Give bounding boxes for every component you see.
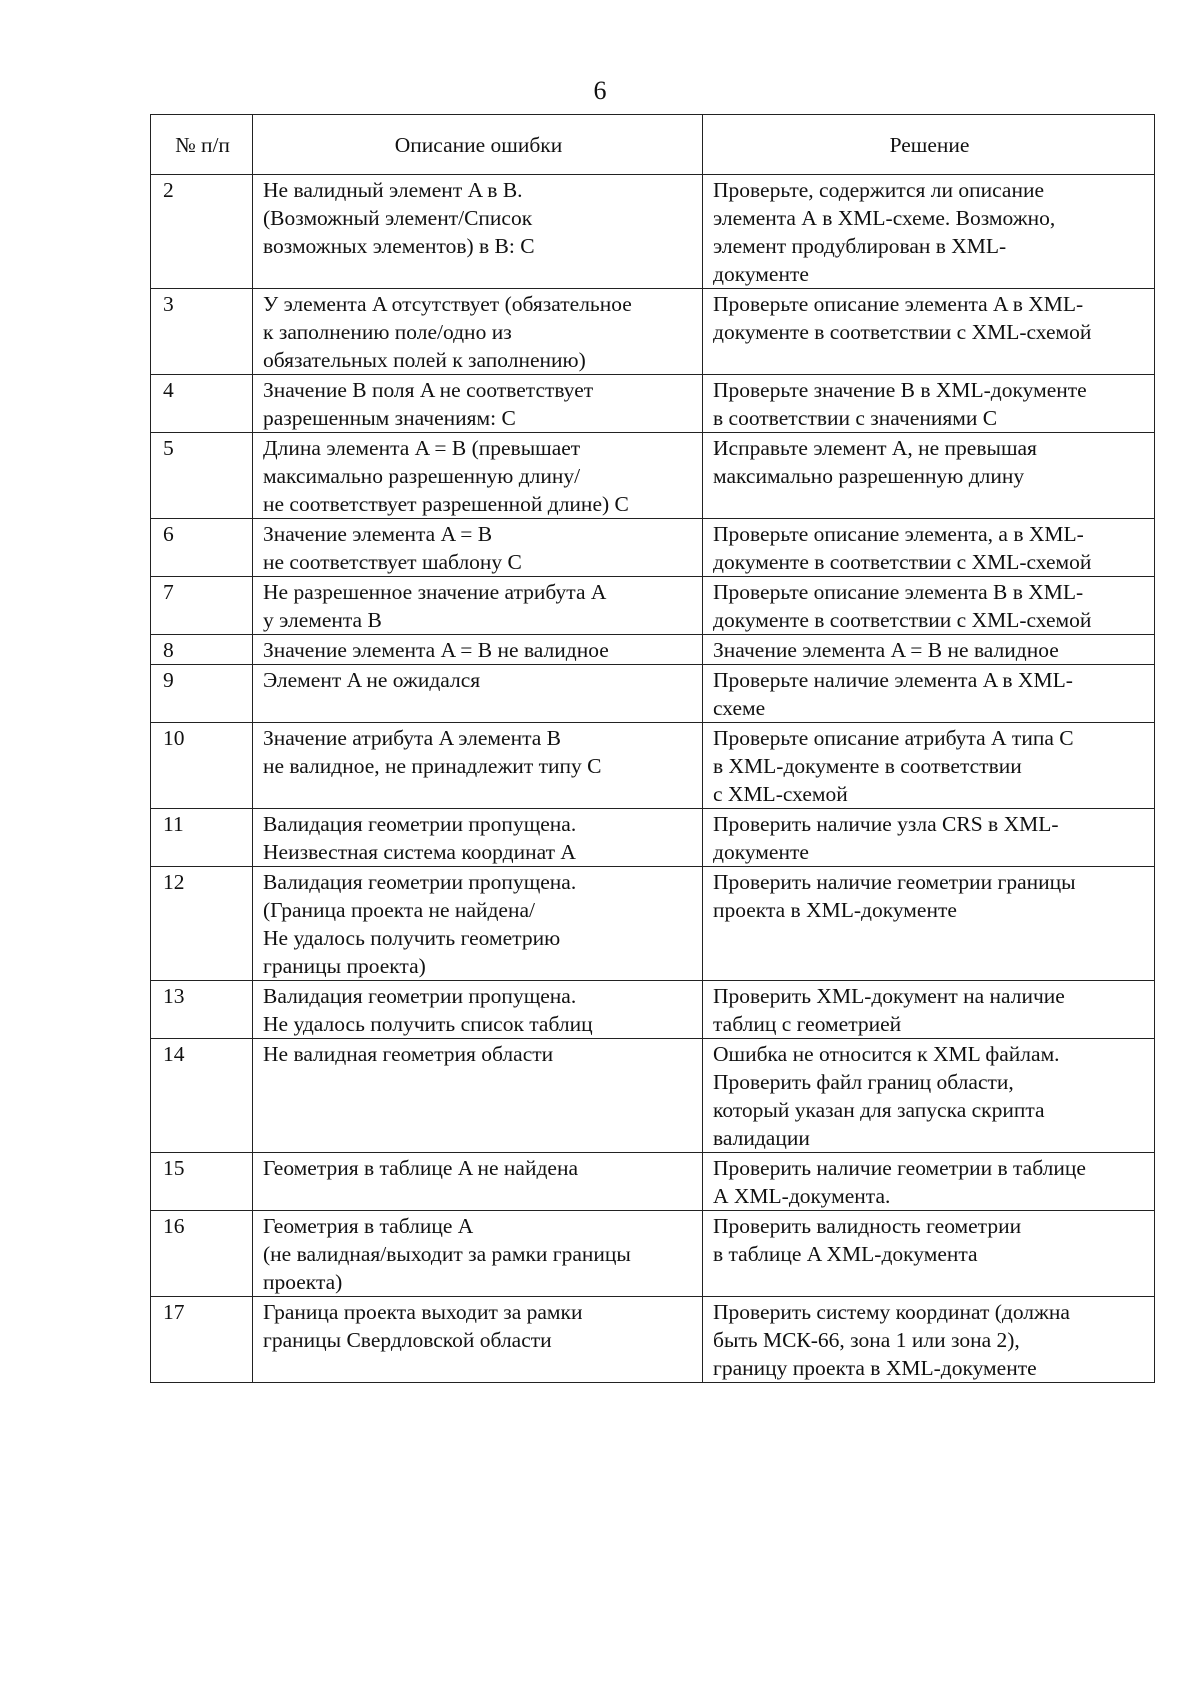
solution-line: документе <box>713 262 809 286</box>
table-row <box>151 723 1155 809</box>
row-description <box>253 635 703 665</box>
row-description <box>253 433 703 519</box>
row-number: 16 <box>151 1211 253 1297</box>
solution-line: Проверить наличие геометрии границы <box>713 870 1076 894</box>
description-line: обязательных полей к заполнению) <box>263 348 586 372</box>
row-solution <box>703 577 1155 635</box>
row-description <box>253 867 703 981</box>
description-line: Не валидный элемент A в B. <box>263 178 523 202</box>
row-number: 2 <box>151 175 253 289</box>
row-number: 9 <box>151 665 253 723</box>
table-row <box>151 433 1155 519</box>
error-table <box>150 114 1155 1383</box>
description-line: Геометрия в таблице A <box>263 1214 474 1238</box>
table-row <box>151 1297 1155 1383</box>
solution-line: Проверьте описание атрибута А типа С <box>713 726 1074 750</box>
row-number: 6 <box>151 519 253 577</box>
description-line: Геометрия в таблице A не найдена <box>263 1156 579 1180</box>
description-line: Значение атрибута A элемента B <box>263 726 561 750</box>
description-line: максимально разрешенную длину/ <box>263 464 581 488</box>
description-line: Значение элемента A = B <box>263 522 493 546</box>
description-line: Валидация геометрии пропущена. <box>263 984 577 1008</box>
description-line: Валидация геометрии пропущена. <box>263 812 577 836</box>
solution-line: Значение элемента A = B не валидное <box>713 638 1059 662</box>
table-header-row <box>151 115 1155 175</box>
solution-line: Проверьте описание элемента, а в XML- <box>713 522 1084 546</box>
row-solution <box>703 635 1155 665</box>
solution-line: Проверьте описание элемента A в XML- <box>713 292 1084 316</box>
table-row <box>151 375 1155 433</box>
solution-line: документе <box>713 840 809 864</box>
description-line: Не удалось получить геометрию <box>263 926 561 950</box>
description-line: Элемент A не ожидался <box>263 668 481 692</box>
row-solution <box>703 723 1155 809</box>
solution-line: границу проекта в XML-документе <box>713 1356 1037 1380</box>
description-line: возможных элементов) в B: C <box>263 234 535 258</box>
row-number: 17 <box>151 1297 253 1383</box>
table-row <box>151 809 1155 867</box>
solution-line: Проверить валидность геометрии <box>713 1214 1022 1238</box>
row-description <box>253 375 703 433</box>
row-description <box>253 1039 703 1153</box>
row-solution <box>703 1039 1155 1153</box>
table-row <box>151 1039 1155 1153</box>
description-line: не соответствует разрешенной длине) C <box>263 492 629 516</box>
solution-line: элемента А в XML-схеме. Возможно, <box>713 206 1056 230</box>
row-number: 13 <box>151 981 253 1039</box>
row-description <box>253 723 703 809</box>
row-solution <box>703 375 1155 433</box>
table-row <box>151 1153 1155 1211</box>
row-number: 12 <box>151 867 253 981</box>
description-line: У элемента A отсутствует (обязательное <box>263 292 632 316</box>
row-description <box>253 519 703 577</box>
solution-line: документе в соответствии с XML-схемой <box>713 608 1092 632</box>
solution-line: Проверьте наличие элемента A в XML- <box>713 668 1073 692</box>
description-line: Значение B поля A не соответствует <box>263 378 594 402</box>
row-description <box>253 1297 703 1383</box>
description-line: Неизвестная система координат A <box>263 840 576 864</box>
description-line: у элемента B <box>263 608 382 632</box>
description-line: Не валидная геометрия области <box>263 1042 554 1066</box>
solution-line: максимально разрешенную длину <box>713 464 1025 488</box>
solution-line: который указан для запуска скрипта <box>713 1098 1045 1122</box>
header-solution: Решение <box>703 115 1155 175</box>
solution-line: Проверьте описание элемента В в XML- <box>713 580 1084 604</box>
row-description <box>253 175 703 289</box>
table-row <box>151 577 1155 635</box>
row-solution <box>703 175 1155 289</box>
row-description <box>253 1211 703 1297</box>
table-row <box>151 519 1155 577</box>
row-number: 8 <box>151 635 253 665</box>
solution-line: Проверить систему координат (должна <box>713 1300 1070 1324</box>
header-description: Описание ошибки <box>253 115 703 175</box>
description-line: границы Свердловской области <box>263 1328 552 1352</box>
row-solution <box>703 1211 1155 1297</box>
row-description <box>253 665 703 723</box>
table-body <box>151 175 1155 1383</box>
row-number: 10 <box>151 723 253 809</box>
solution-line: быть МСК-66, зона 1 или зона 2), <box>713 1328 1020 1352</box>
description-line: Значение элемента A = B не валидное <box>263 638 609 662</box>
solution-line: в XML-документе в соответствии <box>713 754 1022 778</box>
solution-line: Проверить XML-документ на наличие <box>713 984 1065 1008</box>
solution-line: документе в соответствии с XML-схемой <box>713 320 1092 344</box>
description-line: разрешенным значениям: C <box>263 406 516 430</box>
table-row <box>151 867 1155 981</box>
row-number: 5 <box>151 433 253 519</box>
row-solution <box>703 867 1155 981</box>
row-solution <box>703 809 1155 867</box>
solution-line: Проверьте значение B в XML-документе <box>713 378 1087 402</box>
solution-line: с XML-схемой <box>713 782 848 806</box>
row-number: 11 <box>151 809 253 867</box>
solution-line: валидации <box>713 1126 810 1150</box>
row-number: 7 <box>151 577 253 635</box>
solution-line: Проверить наличие геометрии в таблице <box>713 1156 1086 1180</box>
header-num: № п/п <box>151 115 253 175</box>
row-solution <box>703 1153 1155 1211</box>
row-description <box>253 1153 703 1211</box>
solution-line: в соответствии с значениями C <box>713 406 998 430</box>
row-number: 4 <box>151 375 253 433</box>
solution-line: А XML-документа. <box>713 1184 891 1208</box>
table-row <box>151 635 1155 665</box>
solution-line: проекта в XML-документе <box>713 898 957 922</box>
description-line: (Возможный элемент/Список <box>263 206 533 230</box>
row-solution <box>703 289 1155 375</box>
table-row <box>151 175 1155 289</box>
row-description <box>253 289 703 375</box>
row-number: 15 <box>151 1153 253 1211</box>
solution-line: Проверить файл границ области, <box>713 1070 1014 1094</box>
description-line: Длина элемента A = B (превышает <box>263 436 581 460</box>
description-line: Не разрешенное значение атрибута A <box>263 580 607 604</box>
solution-line: Исправьте элемент A, не превышая <box>713 436 1037 460</box>
solution-line: элемент продублирован в XML- <box>713 234 1007 258</box>
description-line: не соответствует шаблону C <box>263 550 522 574</box>
solution-line: схеме <box>713 696 766 720</box>
description-line: к заполнению поле/одно из <box>263 320 512 344</box>
solution-line: таблиц с геометрией <box>713 1012 902 1036</box>
row-number: 3 <box>151 289 253 375</box>
description-line: не валидное, не принадлежит типу C <box>263 754 602 778</box>
row-solution <box>703 433 1155 519</box>
row-solution <box>703 1297 1155 1383</box>
row-solution <box>703 519 1155 577</box>
description-line: проекта) <box>263 1270 343 1294</box>
solution-line: Проверить наличие узла CRS в XML- <box>713 812 1059 836</box>
table-row <box>151 981 1155 1039</box>
row-description <box>253 577 703 635</box>
solution-line: в таблице A XML-документа <box>713 1242 978 1266</box>
row-number: 14 <box>151 1039 253 1153</box>
description-line: границы проекта) <box>263 954 426 978</box>
description-line: Не удалось получить список таблиц <box>263 1012 593 1036</box>
row-description <box>253 809 703 867</box>
solution-line: Проверьте, содержится ли описание <box>713 178 1045 202</box>
row-solution <box>703 665 1155 723</box>
description-line: Валидация геометрии пропущена. <box>263 870 577 894</box>
description-line: Граница проекта выходит за рамки <box>263 1300 583 1324</box>
table-row <box>151 665 1155 723</box>
page-number: 6 <box>593 76 607 105</box>
table-row <box>151 289 1155 375</box>
row-solution <box>703 981 1155 1039</box>
solution-line: Ошибка не относится к XML файлам. <box>713 1042 1060 1066</box>
table-row <box>151 1211 1155 1297</box>
description-line: (не валидная/выходит за рамки границы <box>263 1242 631 1266</box>
row-description <box>253 981 703 1039</box>
description-line: (Граница проекта не найдена/ <box>263 898 535 922</box>
solution-line: документе в соответствии с XML-схемой <box>713 550 1092 574</box>
